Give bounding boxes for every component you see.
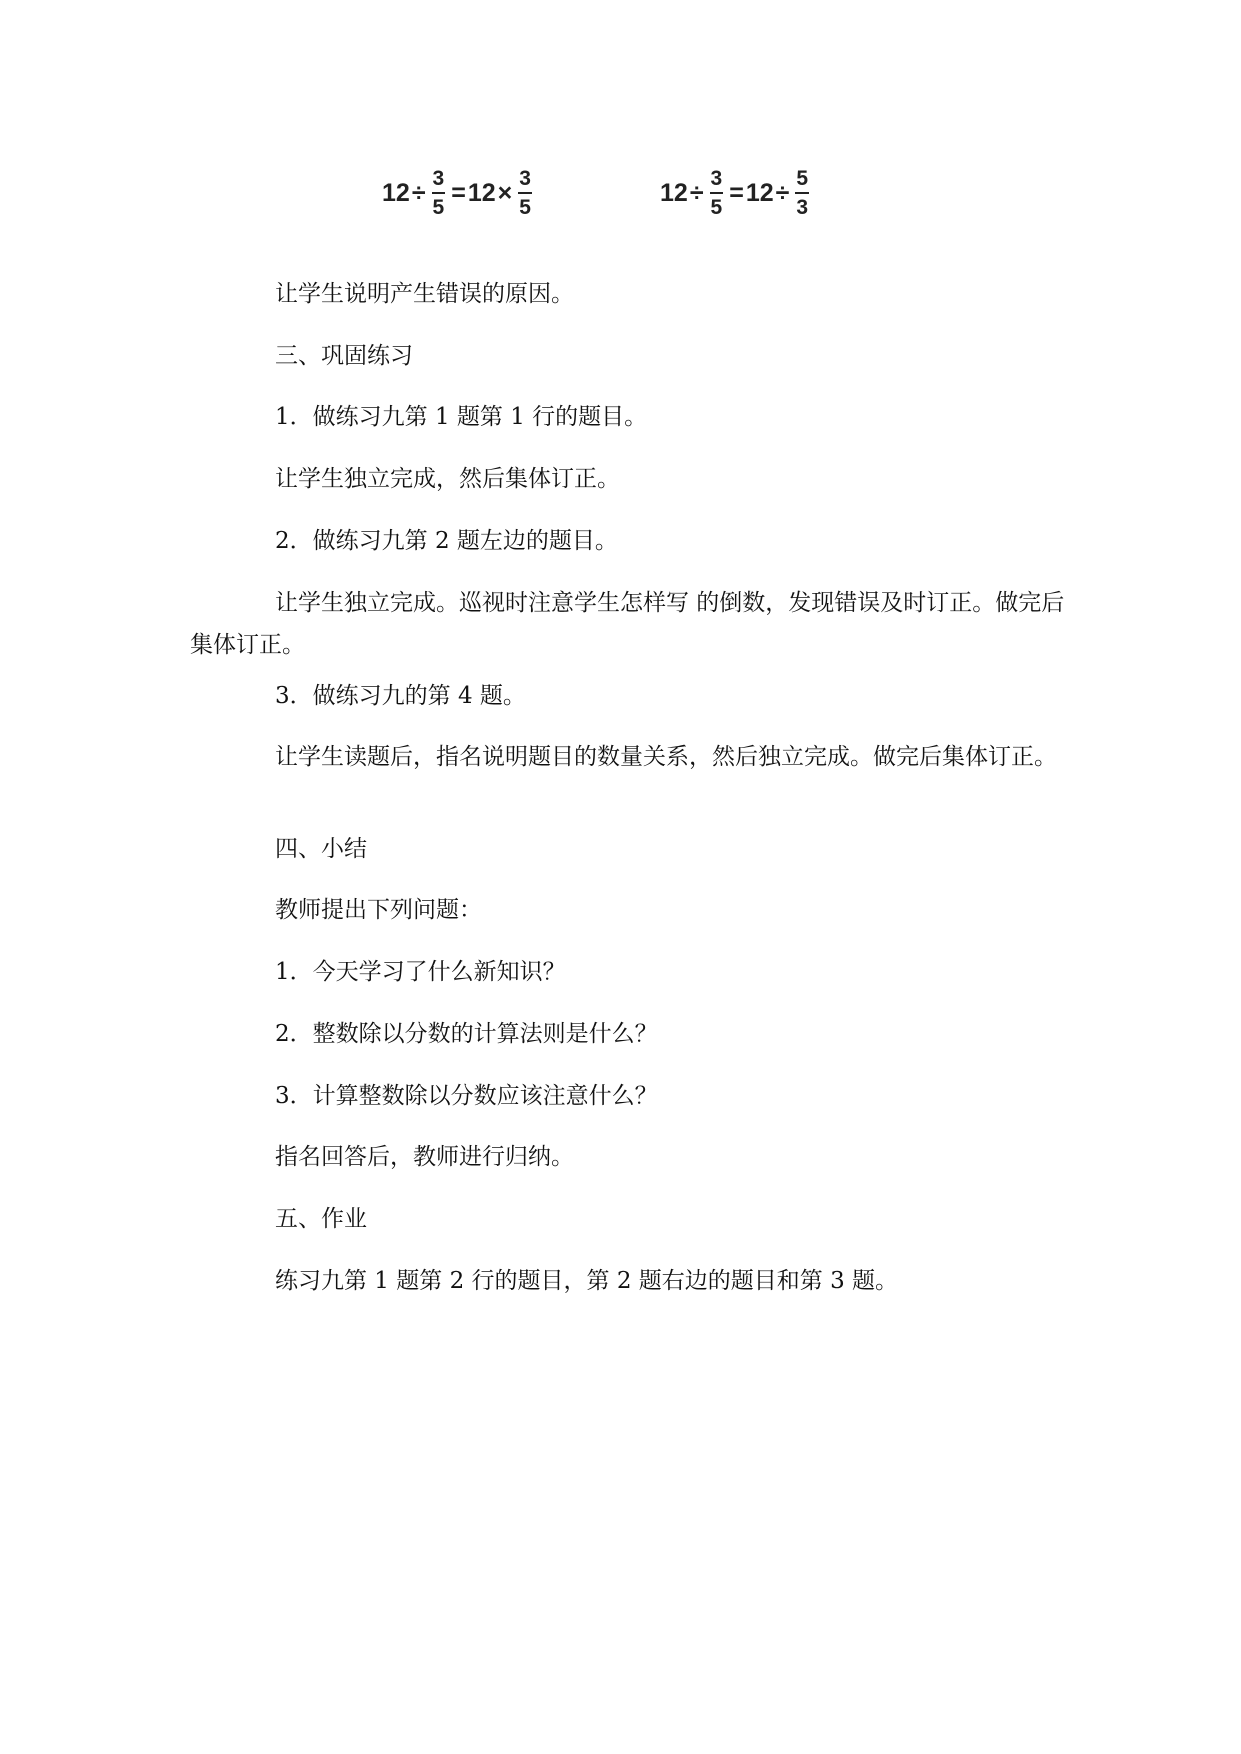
eq1-equals-sign: =	[451, 178, 466, 207]
eq2-fraction-1	[710, 168, 724, 218]
list-item-practice-1: 1．做练习九第 1 题第 1 行的题目。	[275, 404, 648, 430]
eq2-divide-sign: ÷	[689, 178, 704, 207]
heading-summary: 四、小结	[275, 836, 367, 862]
eq2-fraction-1-denominator: 5	[710, 196, 723, 219]
paragraph-quantity-relation: 让学生读题后，指名说明题目的数量关系，然后独立完成。做完后集体订正。	[275, 744, 1057, 770]
equation-wrong-2	[660, 168, 813, 218]
heading-consolidation-practice: 三、巩固练习	[275, 343, 413, 369]
eq2-fraction-1-numerator: 3	[710, 168, 724, 194]
paragraph-reciprocal-check: 让学生独立完成。巡视时注意学生怎样写 的倒数，发现错误及时订正。做完后集体订正。	[190, 590, 1065, 658]
paragraph-error-reason: 让学生说明产生错误的原因。	[275, 281, 574, 307]
eq1-fraction-2-numerator: 3	[518, 168, 532, 194]
eq2-middle-number: 12	[745, 178, 774, 207]
list-item-practice-3: 3．做练习九的第 4 题。	[275, 683, 526, 709]
paragraph-teacher-conclusion: 指名回答后，教师进行归纳。	[275, 1144, 574, 1170]
eq1-fraction-2	[518, 168, 532, 218]
eq2-fraction-2	[795, 168, 809, 218]
paragraph-independent-correction: 让学生独立完成，然后集体订正。	[275, 466, 620, 492]
list-item-question-1: 1．今天学习了什么新知识？	[275, 959, 566, 985]
list-item-question-3: 3．计算整数除以分数应该注意什么？	[275, 1083, 658, 1109]
heading-homework: 五、作业	[275, 1206, 367, 1232]
eq1-fraction-2-denominator: 5	[519, 196, 531, 219]
eq2-fraction-2-numerator: 5	[795, 168, 809, 194]
eq1-fraction-1-denominator: 5	[432, 196, 445, 219]
eq2-fraction-2-denominator: 3	[796, 196, 809, 219]
eq2-divide-sign-2: ÷	[775, 178, 790, 207]
eq1-fraction-1	[432, 168, 446, 218]
eq1-divide-sign: ÷	[411, 178, 426, 207]
eq1-dividend: 12	[382, 178, 410, 207]
eq1-middle-number: 12	[467, 178, 496, 207]
paragraph-teacher-questions: 教师提出下列问题：	[275, 897, 482, 923]
equation-wrong-1	[382, 168, 536, 218]
eq2-dividend: 12	[660, 178, 688, 207]
eq1-multiply-sign: ×	[497, 178, 513, 207]
list-item-practice-2: 2．做练习九第 2 题左边的题目。	[275, 528, 618, 554]
paragraph-homework-details: 练习九第 1 题第 2 行的题目，第 2 题右边的题目和第 3 题。	[275, 1268, 899, 1294]
eq1-fraction-1-numerator: 3	[432, 168, 446, 194]
list-item-question-2: 2．整数除以分数的计算法则是什么？	[275, 1021, 658, 1047]
eq2-equals-sign: =	[729, 178, 744, 207]
